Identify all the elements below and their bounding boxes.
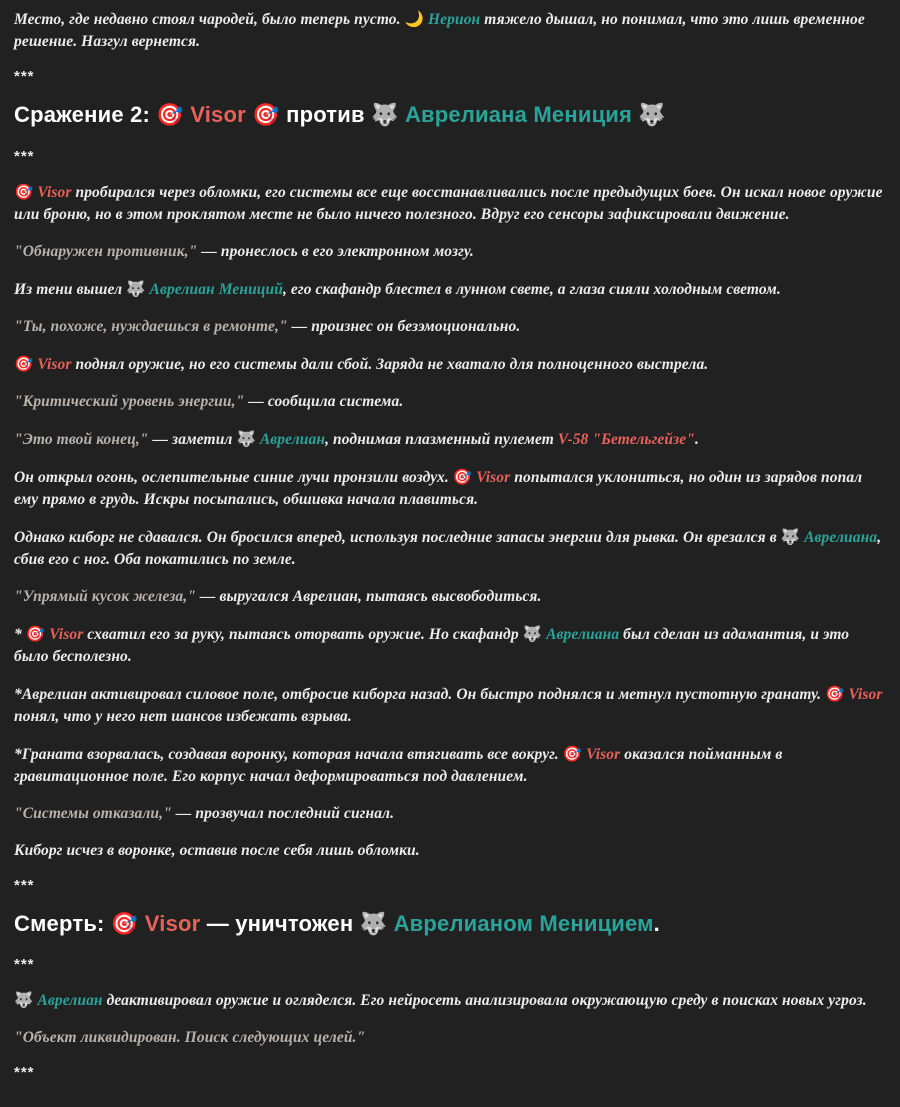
paragraph-6-text: — сообщила система. <box>244 392 404 410</box>
wolf-icon: 🐺 <box>638 103 666 128</box>
dialogue-quote: "Обнаружен противник," <box>14 242 198 260</box>
paragraph-11 <box>14 623 886 668</box>
target-icon: 🎯 <box>14 182 34 201</box>
heading-death-mid: — уничтожен <box>200 910 360 936</box>
paragraph-16 <box>14 989 886 1012</box>
target-icon: 🎯 <box>452 467 473 486</box>
paragraph-7 <box>14 428 886 451</box>
character-avrelian: Аврелиан <box>37 992 103 1009</box>
moon-icon: 🌙 <box>404 10 424 28</box>
paragraph-7-after: , поднимая плазменный пулемет <box>325 430 558 448</box>
paragraph-12-text: понял, что у него нет шансов избежать взрыва. <box>14 707 352 725</box>
separator-2: *** <box>14 147 35 165</box>
paragraph-13 <box>14 743 886 788</box>
separator-3: *** <box>14 876 35 894</box>
paragraph-10-text: — выругался Аврелиан, пытаясь высвободиться. <box>195 587 542 605</box>
separator-5: *** <box>14 1064 35 1081</box>
paragraph-2-text: — пронеслось в его электронном мозгу. <box>197 242 474 260</box>
paragraph-8 <box>14 466 886 511</box>
paragraph-15 <box>14 840 886 862</box>
character-visor: Visor <box>848 685 883 703</box>
paragraph-17 <box>14 1027 886 1049</box>
paragraph-5-text: поднял оружие, но его системы дали сбой. Заряда не хватало для полноценного выстрела. <box>71 355 709 373</box>
weapon-name: V-58 "Бетельгейзе" <box>557 430 695 448</box>
paragraph-9 <box>14 526 886 571</box>
wolf-icon: 🐺 <box>371 103 399 128</box>
intro-text-part1: Место, где недавно стоял чародей, было теперь пусто. <box>14 11 405 28</box>
separator-4: *** <box>14 956 35 973</box>
character-avrelian: Аврелианом Меницием <box>393 910 654 936</box>
target-icon: 🎯 <box>110 911 139 937</box>
target-icon: 🎯 <box>14 354 34 373</box>
paragraph-8-text: попытался уклониться, но один из зарядов попал ему прямо в грудь. Искры посыпались, обшивка начала плавиться. <box>14 468 863 508</box>
paragraph-intro <box>14 8 886 53</box>
paragraph-13-lead: *Граната взорвалась, создавая воронку, которая начала втягивать все вокруг. <box>14 745 563 763</box>
paragraph-11-end: был сделан из адамантия, и это было бесполезно. <box>14 625 850 665</box>
wolf-icon: 🐺 <box>126 279 146 298</box>
separator-1: *** <box>14 68 35 85</box>
paragraph-14-text: — прозвучал последний сигнал. <box>171 804 395 822</box>
intro-text-part2: тяжело дышал, но понимал, что это лишь временное решение. Назгул вернется. <box>14 11 865 50</box>
paragraph-15-text: Киборг исчез в воронке, оставив после себя лишь обломки. <box>14 841 420 859</box>
wolf-icon: 🐺 <box>236 429 256 448</box>
paragraph-11-mid: схватил его за руку, пытаясь оторвать оружие. Но скафандр <box>83 625 523 643</box>
paragraph-13-text: оказался пойманным в гравитационное поле. Его корпус начал деформироваться под давлением. <box>14 745 783 785</box>
paragraph-11-bullet: * <box>14 625 26 643</box>
character-avrelian: Аврелиана <box>546 625 620 643</box>
wolf-icon: 🐺 <box>359 911 388 937</box>
target-icon: 🎯 <box>156 103 184 128</box>
paragraph-12 <box>14 683 886 728</box>
dialogue-quote: "Критический уровень энергии," <box>14 392 245 410</box>
paragraph-5 <box>14 353 886 376</box>
paragraph-10 <box>14 586 886 608</box>
paragraph-4-text: — произнес он безэмоционально. <box>287 317 521 335</box>
paragraph-1-text: пробирался через обломки, его системы все еще восстанавливались после предыдущих боев. Он искал новое оружие или броню, но в этом проклятом месте не было ничего полезного. Вдруг его сенсоры зафиксировали движение. <box>14 183 883 223</box>
character-neurion: Нерион <box>427 11 481 28</box>
paragraph-16-text: деактивировал оружие и огляделся. Его нейросеть анализировала окружающую среду в поисках новых угроз. <box>102 992 867 1009</box>
paragraph-14 <box>14 803 886 825</box>
heading-death-end: . <box>653 910 660 936</box>
heading-battle-prefix: Сражение 2: <box>14 102 157 127</box>
wolf-icon: 🐺 <box>522 624 543 643</box>
paragraph-9-lead: Однако киборг не сдавался. Он бросился вперед, используя последние запасы энергии для рывка. Он врезался в <box>14 528 781 546</box>
character-visor: Visor <box>49 625 84 643</box>
character-avrelian: Аврелиан <box>259 430 326 448</box>
paragraph-7-end: . <box>694 430 699 448</box>
dialogue-quote: "Это твой конец," <box>14 430 149 448</box>
heading-death <box>14 910 886 939</box>
target-icon: 🎯 <box>25 624 46 643</box>
paragraph-8-lead: Он открыл огонь, ослепительные синие лучи пронзили воздух. <box>14 468 453 486</box>
character-avrelian: Аврелиан Мениций <box>149 280 283 298</box>
paragraph-1 <box>14 181 886 226</box>
paragraph-3 <box>14 278 886 301</box>
character-visor: Visor <box>37 355 72 373</box>
paragraph-3-lead: Из тени вышел <box>14 280 127 298</box>
character-visor: Visor <box>476 468 511 486</box>
character-visor: Visor <box>37 183 72 201</box>
character-visor: Visor <box>144 910 201 936</box>
wolf-icon: 🐺 <box>780 527 801 546</box>
paragraph-2 <box>14 241 886 263</box>
character-visor: Visor <box>190 102 246 127</box>
paragraph-3-text: , его скафандр блестел в лунном свете, а глаза сияли холодным светом. <box>282 280 781 298</box>
paragraph-4 <box>14 316 886 338</box>
character-avrelian: Аврелиана <box>804 528 878 546</box>
character-visor: Visor <box>586 745 621 763</box>
heading-battle-vs: против <box>279 102 372 127</box>
paragraph-12-lead: *Аврелиан активировал силовое поле, отбросив киборга назад. Он быстро поднялся и метнул пустотную гранату. <box>14 685 826 703</box>
heading-battle-2 <box>14 101 886 130</box>
wolf-icon: 🐺 <box>14 991 34 1009</box>
dialogue-quote: "Системы отказали," <box>14 804 172 822</box>
target-icon: 🎯 <box>825 684 845 703</box>
dialogue-quote: "Ты, похоже, нуждаешься в ремонте," <box>14 317 288 335</box>
paragraph-7-mid: — заметил <box>148 430 237 448</box>
paragraph-9-text: , сбив его с ног. Оба покатились по земле. <box>14 528 882 568</box>
dialogue-quote: "Объект ликвидирован. Поиск следующих целей." <box>14 1029 366 1046</box>
target-icon: 🎯 <box>252 103 280 128</box>
character-avrelian: Аврелиана Мениция <box>404 102 633 127</box>
target-icon: 🎯 <box>562 744 583 763</box>
heading-death-prefix: Смерть: <box>14 910 111 936</box>
paragraph-6 <box>14 391 886 413</box>
dialogue-quote: "Упрямый кусок железа," <box>14 587 196 605</box>
